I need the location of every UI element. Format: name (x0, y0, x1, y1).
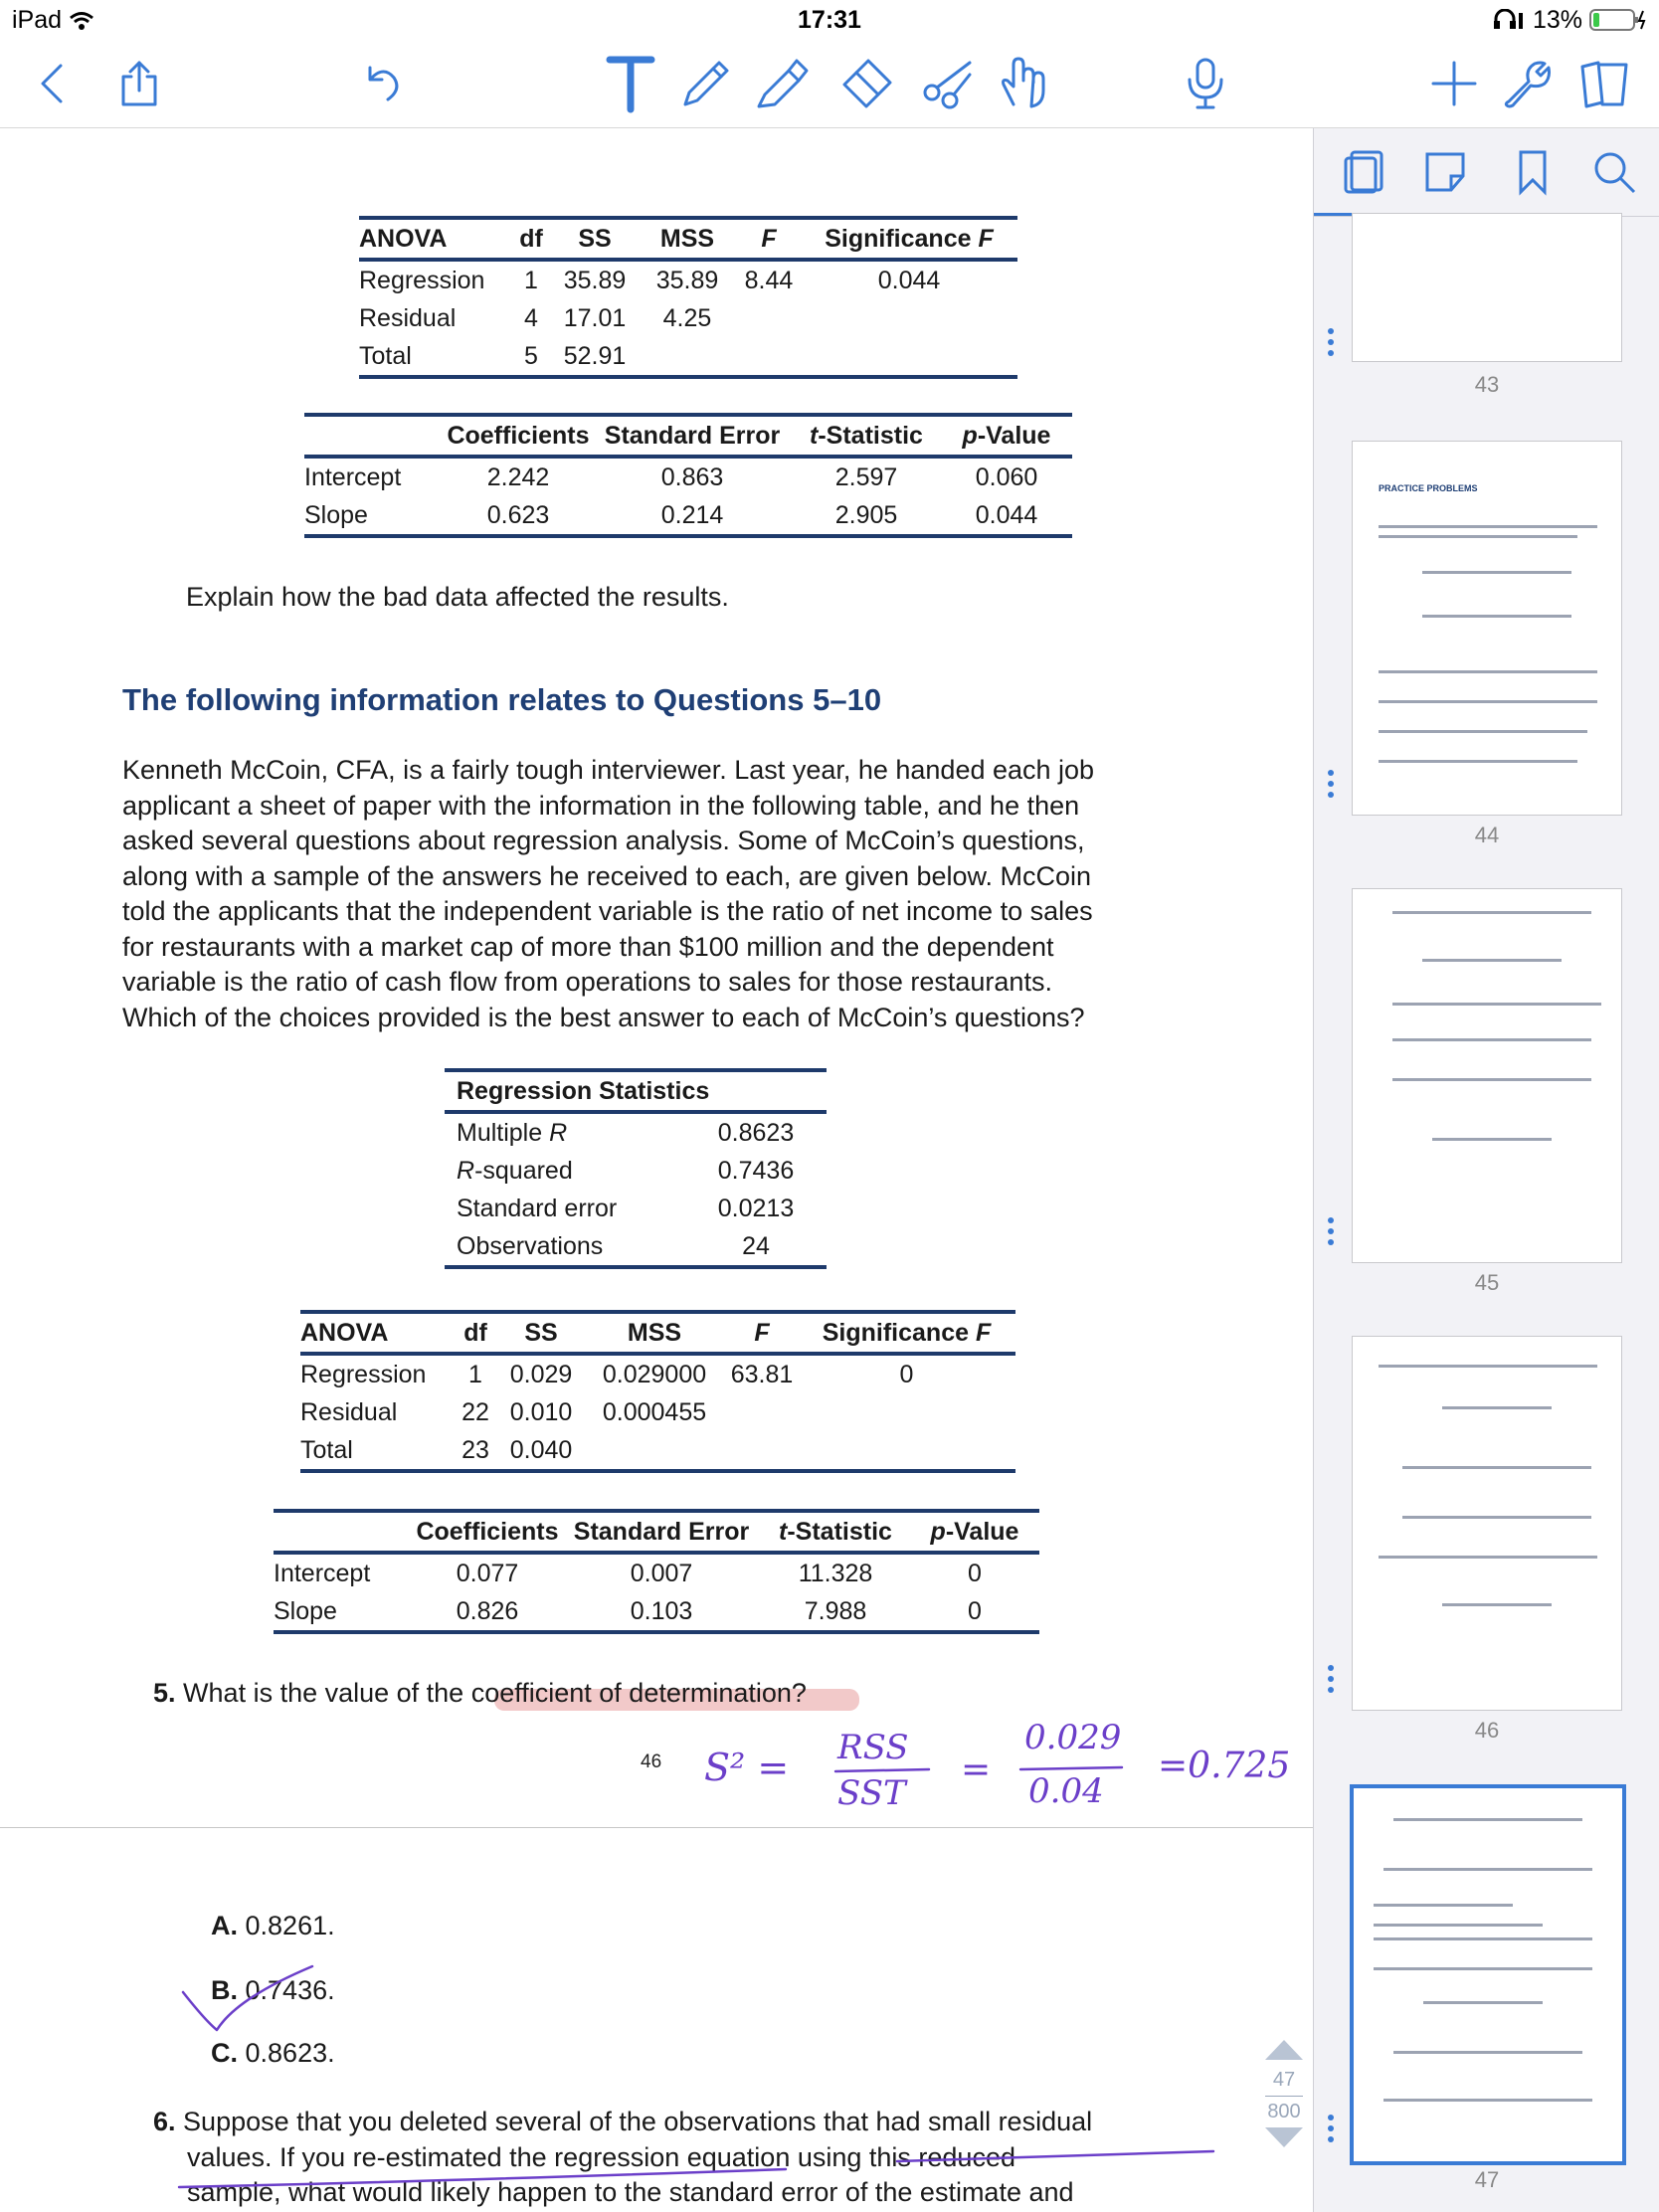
table-row (359, 260, 1017, 299)
eraser-tool-button[interactable] (837, 56, 897, 111)
scroll-down-icon[interactable] (1255, 2123, 1313, 2151)
table-cell: 35.89 (552, 260, 638, 299)
underline-annotations (149, 2125, 1223, 2195)
pen-icon (677, 55, 735, 112)
table-row (304, 496, 1072, 536)
thumb-line (1432, 1138, 1552, 1141)
thumbnail-page-44[interactable] (1352, 441, 1622, 816)
thumb-line (1379, 700, 1597, 703)
table-cell: Intercept (274, 1553, 413, 1592)
table-row (274, 1553, 1039, 1592)
text-tool-icon (606, 54, 655, 113)
outline-tab-icon (1423, 148, 1471, 196)
paragraph-line: for restaurants with a market cap of more than $100 million and the dependent (122, 931, 1054, 962)
case-paragraph (122, 753, 1256, 1035)
thumb-line (1374, 1924, 1543, 1927)
question-5 (153, 1676, 807, 1712)
coefficients-1-grid (304, 417, 1072, 538)
pages-button[interactable] (1573, 56, 1633, 111)
handwriting-frac2-num: 0.029 (1024, 1718, 1122, 1757)
battery-percent: 13% (1533, 6, 1583, 34)
table-cell: 0.029 (499, 1354, 583, 1393)
thumb-line (1392, 1038, 1591, 1041)
choice-b-value: 0.7436. (245, 1975, 335, 2005)
coefficients-2-grid (274, 1513, 1039, 1634)
handwriting-result: =0.725 (1158, 1746, 1291, 1786)
table-cell: 17.01 (563, 304, 627, 332)
table-header-cell: Significance F (822, 1319, 992, 1347)
table-header-row (359, 220, 1017, 260)
question-5-text: What is the value of the coefficient of determination? (183, 1678, 807, 1708)
table-cell: 4 (524, 304, 538, 332)
table-cell: 0.077 (413, 1553, 562, 1592)
thumbnail-label-47: 47 (1474, 2167, 1500, 2192)
table-cell: 8.44 (737, 260, 801, 299)
table-row (300, 1431, 1015, 1471)
table-header-cell: SS (578, 225, 612, 253)
question-5-number: 5. (153, 1678, 176, 1708)
thumb-line (1374, 1937, 1592, 1940)
pages-tab-icon (1342, 148, 1389, 196)
hand-tool-button[interactable] (995, 56, 1054, 111)
thumb-line (1392, 911, 1591, 914)
table-cell: 0.863 (593, 457, 792, 496)
microphone-button[interactable] (1176, 56, 1235, 111)
choice-a[interactable] (211, 1909, 335, 1944)
table-cell: 1 (510, 260, 552, 299)
thumb-line (1442, 1406, 1552, 1409)
status-bar (0, 0, 1659, 40)
table-cell: 24 (742, 1232, 770, 1260)
choice-b-letter: B. (211, 1975, 238, 2005)
table-row (304, 457, 1072, 496)
page-44-menu[interactable] (1328, 765, 1336, 803)
table-header-cell: F (761, 225, 777, 253)
table-header-row (445, 1072, 827, 1112)
table-header-row (300, 1314, 1015, 1354)
page-divider (0, 1827, 1313, 1828)
thumb-line (1379, 760, 1577, 763)
handwriting-strokes (704, 1732, 1313, 1817)
coefficients-table-2 (274, 1509, 1039, 1634)
table-header-cell: ANOVA (300, 1319, 389, 1347)
table-header-cell: df (519, 225, 543, 253)
thumb-line (1392, 1003, 1601, 1006)
table-row (445, 1190, 827, 1227)
choice-c[interactable] (211, 2036, 335, 2072)
table-cell: 2.905 (834, 501, 898, 529)
device-name: iPad (12, 6, 63, 34)
table-row (300, 1354, 1015, 1393)
paragraph-line: along with a sample of the answers he received to each, are given below. McCoin (122, 860, 1092, 891)
anova-table-1 (359, 216, 1017, 379)
table-header-cell: df (463, 1319, 487, 1347)
scroll-current-page: 47 (1272, 2069, 1296, 2091)
hand-icon (996, 55, 1053, 112)
text-tool-button[interactable] (601, 56, 660, 111)
handwriting-eq: = (961, 1750, 992, 1790)
paragraph-line: Kenneth McCoin, CFA, is a fairly tough interviewer. Last year, he handed each job (122, 755, 1095, 785)
thumb-line (1402, 1516, 1591, 1519)
paragraph-line: asked several questions about regression analysis. Some of McCoin’s questions, (122, 826, 1085, 855)
add-button[interactable] (1424, 56, 1484, 111)
table-header-cell: Standard Error (573, 1518, 750, 1546)
table-cell: 0.007 (562, 1553, 761, 1592)
thumb-line (1379, 670, 1597, 673)
table-cell (726, 1393, 798, 1431)
wrench-icon (1501, 58, 1551, 109)
table-cell: 0 (968, 1597, 982, 1625)
lasso-tool-button[interactable] (919, 56, 979, 111)
page-number: 46 (641, 1751, 662, 1772)
table-header-cell: Coefficients (416, 1518, 559, 1546)
paragraph-line: told the applicants that the independent variable is the ratio of net income to sales (122, 896, 1093, 926)
table-cell: 4.25 (662, 304, 712, 332)
thumb-line (1379, 1556, 1597, 1559)
pen-tool-button[interactable] (676, 56, 736, 111)
table-cell: Slope (274, 1597, 337, 1625)
table-cell: 5 (524, 342, 538, 370)
table-cell: Regression (300, 1354, 452, 1393)
chevron-left-icon (37, 62, 67, 105)
paragraph-line: variable is the ratio of cash flow from operations to sales for those restaurants. (122, 967, 1052, 997)
table-header-cell (304, 417, 444, 457)
thumbnail-label-44: 44 (1474, 823, 1500, 847)
table-cell: 0 (798, 1354, 1015, 1393)
settings-button[interactable] (1496, 56, 1556, 111)
thumb-line (1374, 1904, 1513, 1907)
thumb-line (1393, 1818, 1582, 1821)
table-cell: Multiple R (445, 1112, 685, 1152)
undo-button[interactable] (354, 56, 414, 111)
table-header-cell: MSS (627, 1319, 682, 1347)
thumbnail-label-43: 43 (1474, 372, 1500, 397)
explain-prompt: Explain how the bad data affected the results. (186, 582, 729, 612)
battery-icon (1589, 8, 1647, 32)
table-cell: 0.000455 (602, 1398, 707, 1426)
table-cell: 23 (461, 1436, 489, 1464)
headphones-icon (1492, 9, 1526, 31)
table-cell (737, 299, 801, 337)
table-cell: 0.044 (801, 260, 1017, 299)
scroll-total-pages: 800 (1267, 2101, 1301, 2122)
eraser-icon (838, 55, 896, 112)
table-row (445, 1227, 827, 1267)
handwriting-frac2-den: 0.04 (1028, 1771, 1104, 1811)
table-cell: 63.81 (726, 1354, 798, 1393)
highlighter-icon (753, 55, 811, 112)
plus-icon (1429, 59, 1479, 108)
battery-area (1492, 6, 1647, 35)
sidebar-tab-outline[interactable] (1423, 148, 1471, 196)
question-6-number: 6. (153, 2107, 176, 2136)
table-cell: 0.826 (456, 1597, 519, 1625)
thumb-line (1379, 1365, 1597, 1368)
table-header-row (304, 417, 1072, 457)
table-cell: Regression (359, 260, 510, 299)
paragraph-line: Which of the choices provided is the best answer to each of McCoin’s questions? (122, 1002, 1085, 1032)
thumbnail-44-heading: PRACTICE PROBLEMS (1379, 483, 1478, 493)
highlighter-tool-button[interactable] (752, 56, 812, 111)
thumb-line (1423, 2001, 1543, 2004)
thumb-line (1383, 2099, 1592, 2102)
scissors-icon (920, 55, 978, 112)
table-cell: 0.8623 (685, 1112, 827, 1152)
microphone-icon (1186, 56, 1225, 111)
table-cell: Total (300, 1436, 353, 1464)
scroll-divider (1265, 2096, 1303, 2097)
question-6-line-2: values. If you re-estimated the regression equation using this reduced (187, 2141, 1015, 2172)
table-row (300, 1393, 1015, 1431)
table-header-cell (274, 1513, 413, 1553)
table-cell (798, 1431, 1015, 1471)
table-cell (638, 337, 737, 377)
regression-statistics-table (445, 1068, 827, 1269)
pages-icon (1576, 59, 1630, 108)
table-header-cell: ANOVA (359, 225, 448, 253)
table-cell: 0.623 (486, 501, 550, 529)
table-cell: 0 (910, 1553, 1039, 1592)
share-button[interactable] (109, 56, 169, 111)
thumb-line (1393, 2051, 1582, 2054)
sidebar-tab-pages[interactable] (1342, 148, 1389, 196)
table-cell: 7.988 (804, 1597, 867, 1625)
toolbar (0, 40, 1659, 128)
handwriting-frac1-num: RSS (837, 1728, 909, 1767)
regression-statistics-grid (445, 1072, 827, 1269)
coefficients-table-1 (304, 413, 1072, 538)
table-cell (726, 1431, 798, 1471)
table-cell: 0.010 (509, 1398, 573, 1426)
table-header-cell: SS (524, 1319, 558, 1347)
table-cell: Intercept (304, 457, 444, 496)
choice-c-letter: C. (211, 2038, 238, 2068)
table-header-cell: p-Value (930, 1518, 1019, 1546)
table-cell: 52.91 (563, 342, 627, 370)
undo-icon (364, 64, 404, 103)
table-header-cell: Significance F (825, 225, 994, 253)
table-cell: 1 (452, 1354, 499, 1393)
handwriting-frac1-den: SST (837, 1773, 906, 1813)
table-header-cell: Coefficients (447, 422, 590, 450)
question-6-text-1: Suppose that you deleted several of the observations that had small residual (183, 2107, 1093, 2136)
table-cell: Residual (300, 1398, 398, 1426)
thumb-line (1422, 571, 1571, 574)
thumb-line (1422, 959, 1562, 962)
table-cell (801, 299, 1017, 337)
thumbnail-page-46[interactable] (1352, 1336, 1622, 1711)
back-button[interactable] (22, 56, 82, 111)
table-cell: R-squared (457, 1157, 573, 1185)
table-header-cell: Regression Statistics (457, 1077, 710, 1105)
thumb-line (1392, 1078, 1591, 1081)
scroll-up-icon[interactable] (1255, 2036, 1313, 2064)
table-cell: Residual (359, 304, 457, 332)
table-row (359, 299, 1017, 337)
table-cell: 2.242 (444, 457, 593, 496)
anova-1-grid (359, 220, 1017, 379)
thumbnail-label-45: 45 (1474, 1270, 1500, 1295)
page-43-menu[interactable] (1328, 323, 1336, 361)
table-cell: 0.029000 (583, 1354, 726, 1393)
choice-a-letter: A. (211, 1911, 238, 1940)
table-cell: 0.7436 (717, 1157, 795, 1185)
table-header-cell: t-Statistic (779, 1518, 892, 1546)
table-header-cell: MSS (659, 225, 715, 253)
table-cell: 0.0213 (717, 1195, 795, 1222)
question-6-line-3: sample, what would likely happen to the standard error of the estimate and (187, 2177, 1074, 2207)
page-scroller[interactable] (1255, 2036, 1313, 2185)
thumbnail-page-45[interactable] (1352, 888, 1622, 1263)
table-cell (737, 337, 801, 377)
page-45-menu[interactable] (1328, 1212, 1336, 1250)
table-cell: 0.214 (660, 501, 724, 529)
thumbnail-sidebar (1313, 128, 1659, 2212)
table-cell (798, 1393, 1015, 1431)
choice-c-value: 0.8623. (245, 2038, 335, 2068)
table-header-cell: p-Value (962, 422, 1051, 450)
thumbnail-label-46: 46 (1474, 1718, 1500, 1743)
table-cell: Slope (304, 501, 368, 529)
table-cell: 0.040 (509, 1436, 573, 1464)
table-cell: 0.103 (630, 1597, 693, 1625)
thumb-line (1379, 730, 1587, 733)
search-icon (1590, 148, 1638, 196)
share-icon (119, 61, 159, 106)
page-46-menu[interactable] (1328, 1660, 1336, 1698)
thumb-line (1374, 1967, 1592, 1970)
checkmark-annotation (175, 1958, 324, 2038)
thumb-line (1379, 535, 1577, 538)
table-row (445, 1152, 827, 1190)
sidebar-tab-search[interactable] (1590, 148, 1638, 196)
table-row (274, 1592, 1039, 1632)
table-row (359, 337, 1017, 377)
table-header-cell: Standard Error (604, 422, 781, 450)
bookmark-icon (1509, 148, 1557, 196)
table-cell: 35.89 (638, 260, 737, 299)
table-row (445, 1112, 827, 1152)
sidebar-tab-bookmarks[interactable] (1509, 148, 1557, 196)
table-cell: Standard error (457, 1195, 618, 1222)
clock: 17:31 (798, 6, 861, 34)
table-cell: 11.328 (761, 1553, 910, 1592)
choice-a-value: 0.8261. (245, 1911, 335, 1940)
page-47-menu[interactable] (1328, 2110, 1336, 2147)
table-cell (583, 1431, 726, 1471)
table-cell: Observations (457, 1232, 604, 1260)
table-cell (801, 337, 1017, 377)
table-header-cell: F (754, 1319, 770, 1347)
thumb-line (1379, 525, 1597, 528)
thumb-line (1402, 1466, 1591, 1469)
anova-table-2 (300, 1310, 1015, 1473)
table-cell: Total (359, 342, 412, 370)
table-cell: 22 (461, 1398, 489, 1426)
thumb-line (1442, 1603, 1552, 1606)
thumbnail-page-43[interactable] (1352, 213, 1622, 362)
thumb-line (1383, 1868, 1592, 1871)
anova-2-grid (300, 1314, 1015, 1473)
table-header-cell: t-Statistic (810, 422, 923, 450)
thumbnail-page-47[interactable] (1350, 1784, 1626, 2165)
section-heading: The following information relates to Questions 5–10 (122, 682, 882, 717)
table-header-row (274, 1513, 1039, 1553)
table-cell: 2.597 (792, 457, 941, 496)
paragraph-line: applicant a sheet of paper with the information in the following table, and he then (122, 790, 1080, 821)
handwritten-formula (704, 1718, 1313, 1817)
handwriting-lhs: S² = (704, 1746, 790, 1789)
thumb-line (1422, 615, 1571, 618)
table-cell: 0.044 (975, 501, 1038, 529)
table-cell: 0.060 (941, 457, 1072, 496)
document-page[interactable] (0, 128, 1313, 2212)
